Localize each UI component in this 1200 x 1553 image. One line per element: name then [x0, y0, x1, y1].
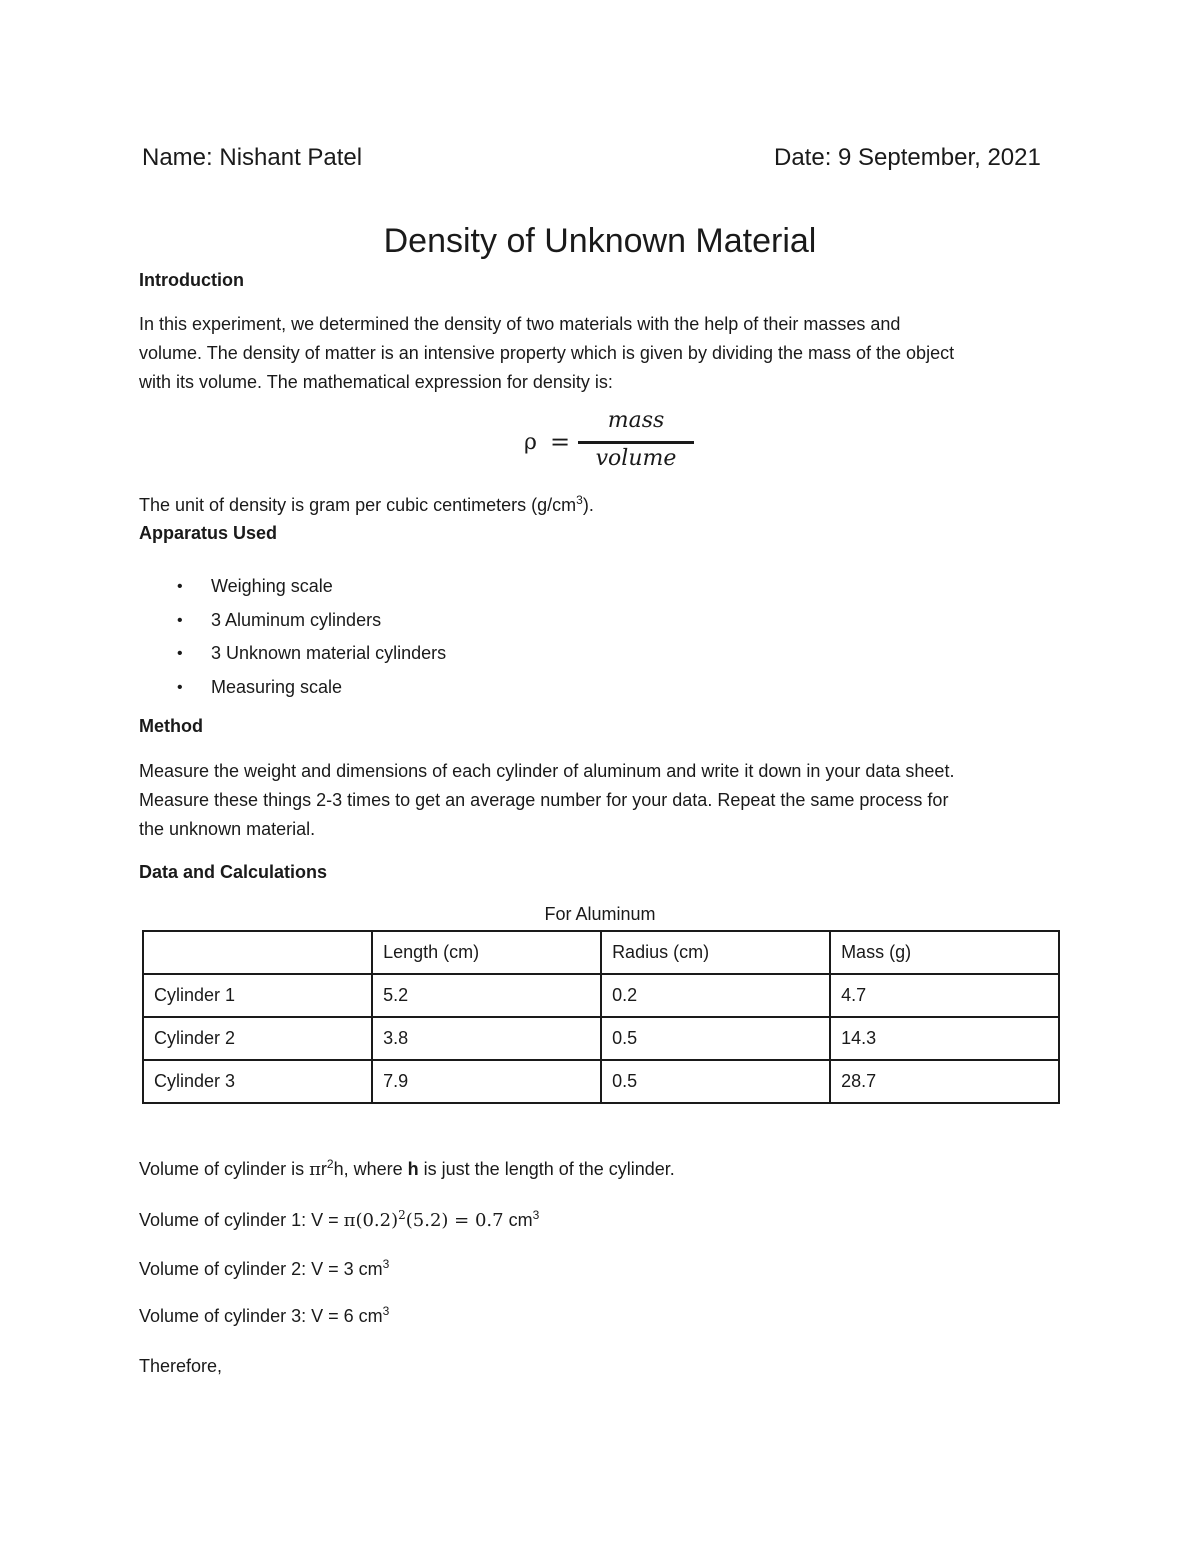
- unit-superscript: 3: [576, 493, 583, 507]
- formula-equals: =: [550, 428, 571, 456]
- report-date: Date: 9 September, 2021: [774, 144, 1041, 171]
- volume-cylinder-1: [139, 1206, 539, 1235]
- therefore-text: Therefore,: [139, 1356, 223, 1376]
- table-row: [143, 1017, 1059, 1060]
- apparatus-list: [139, 570, 446, 704]
- apparatus-item-label: Weighing scale: [211, 576, 333, 596]
- table-header-cell: Radius (cm): [601, 931, 830, 974]
- volume-cylinder-2: [139, 1255, 389, 1284]
- table-header-cell: [143, 931, 372, 974]
- table-cell: 0.5: [601, 1017, 830, 1060]
- method-line-3: the unknown material.: [139, 819, 316, 839]
- volume-definition: [139, 1155, 675, 1184]
- v3-text: Volume of cylinder 3: V = 6 cm: [139, 1306, 383, 1326]
- formula-fraction-bar: [578, 441, 694, 444]
- introduction-line-2: volume. The density of matter is an intensive property which is given by dividing the mass of the object: [139, 343, 955, 363]
- v1-unit-superscript: 3: [532, 1208, 540, 1222]
- v2-text: Volume of cylinder 2: V = 3 cm: [139, 1259, 383, 1279]
- formula-numerator: mass: [607, 408, 665, 433]
- volume-def-r: r: [320, 1159, 327, 1179]
- unit-text: The unit of density is gram per cubic centimeters (g/cm: [139, 495, 577, 515]
- apparatus-item-label: 3 Aluminum cylinders: [211, 609, 382, 630]
- v1-superscript: 2: [398, 1208, 406, 1222]
- apparatus-item-label: Measuring scale: [211, 676, 343, 697]
- bullet-icon: •: [177, 678, 183, 696]
- volume-def-h: h, where: [333, 1159, 408, 1179]
- table-cell: 4.7: [830, 974, 1059, 1017]
- student-name: Name: Nishant Patel: [142, 144, 363, 171]
- unit-sentence: [139, 491, 594, 520]
- volume-def-end: is just the length of the cylinder.: [418, 1159, 675, 1179]
- list-item: [139, 570, 446, 604]
- table-row: [143, 974, 1059, 1017]
- table-cell: 28.7: [830, 1060, 1059, 1103]
- method-line-2: Measure these things 2-3 times to get an average number for your data. Repeat the same process for: [139, 790, 949, 810]
- table-header-row: [143, 931, 1059, 974]
- v1-unit: cm: [503, 1210, 533, 1230]
- table-cell: 7.9: [372, 1060, 601, 1103]
- bullet-icon: •: [177, 578, 183, 595]
- volume-cylinder-3: [139, 1302, 389, 1331]
- v2-superscript: 3: [382, 1257, 390, 1271]
- volume-def-h-bold: h: [407, 1159, 419, 1179]
- table-cell: 14.3: [830, 1017, 1059, 1060]
- method-heading: Method: [139, 716, 203, 736]
- table-row: [143, 1060, 1059, 1103]
- introduction-line-1: In this experiment, we determined the density of two materials with the help of their masses and: [139, 314, 901, 334]
- v1-expression: π(0.2): [343, 1210, 399, 1231]
- apparatus-heading: Apparatus Used: [139, 523, 278, 543]
- table-cell: Cylinder 1: [143, 974, 372, 1017]
- document-title: Density of Unknown Material: [383, 222, 817, 260]
- formula-denominator: volume: [595, 446, 677, 471]
- pi-symbol: π: [309, 1159, 321, 1180]
- table-caption: For Aluminum: [544, 904, 656, 924]
- v1-label: Volume of cylinder 1: V =: [139, 1210, 344, 1230]
- formula-rho: ρ: [524, 430, 537, 455]
- table-cell: Cylinder 2: [143, 1017, 372, 1060]
- table-cell: 0.2: [601, 974, 830, 1017]
- density-formula: [524, 406, 684, 478]
- introduction-line-3: with its volume. The mathematical expression for density is:: [139, 372, 613, 392]
- list-item: [139, 604, 446, 638]
- table-cell: Cylinder 3: [143, 1060, 372, 1103]
- apparatus-item-label: 3 Unknown material cylinders: [211, 643, 447, 663]
- table-header-cell: Length (cm): [372, 931, 601, 974]
- bullet-icon: •: [177, 611, 183, 629]
- table-cell: 3.8: [372, 1017, 601, 1060]
- table-header-cell: Mass (g): [830, 931, 1059, 974]
- table-cell: 0.5: [601, 1060, 830, 1103]
- list-item: [139, 637, 446, 671]
- data-heading: Data and Calculations: [139, 862, 328, 882]
- list-item: [139, 671, 446, 705]
- v1-expression-rest: (5.2) = 0.7: [405, 1210, 504, 1231]
- aluminum-data-table: [142, 930, 1060, 1104]
- bullet-icon: •: [177, 645, 183, 662]
- method-line-1: Measure the weight and dimensions of each cylinder of aluminum and write it down in your data sheet.: [139, 761, 955, 781]
- introduction-heading: Introduction: [139, 270, 244, 290]
- volume-def-text: Volume of cylinder is: [139, 1159, 310, 1179]
- v3-superscript: 3: [382, 1304, 390, 1318]
- volume-def-superscript: 2: [326, 1157, 334, 1171]
- table-cell: 5.2: [372, 974, 601, 1017]
- unit-end: ).: [582, 495, 594, 515]
